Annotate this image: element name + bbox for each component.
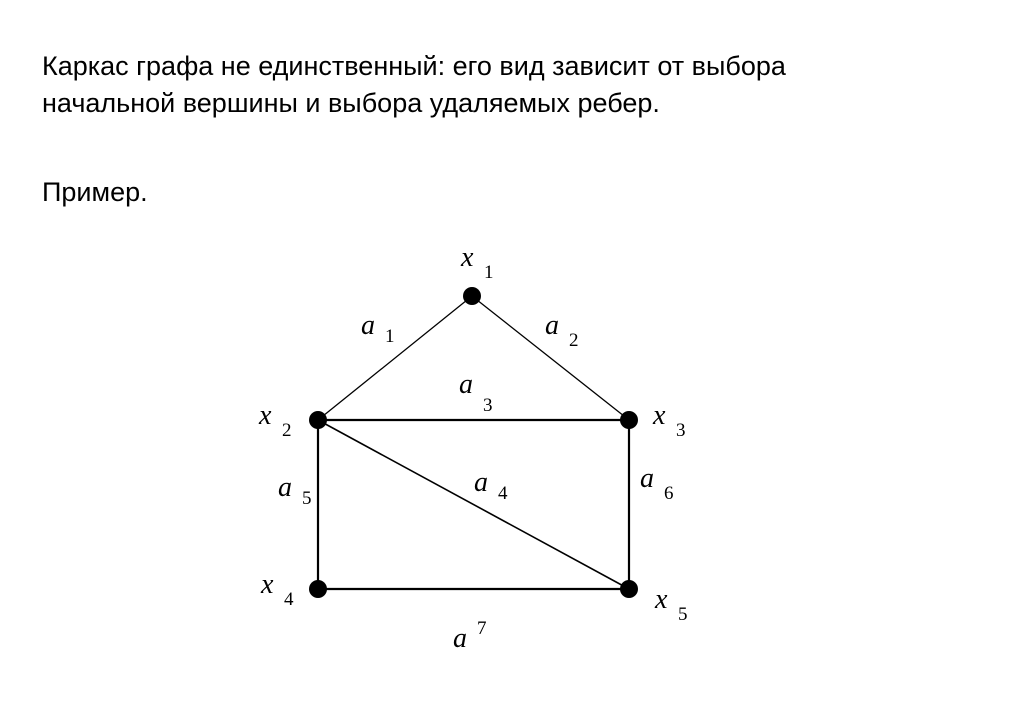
vertex-label-x3: x xyxy=(653,400,666,431)
vertex-label-index-x1: 1 xyxy=(484,262,494,283)
edge-label-a5: a xyxy=(278,472,292,503)
vertex-x4 xyxy=(309,580,327,598)
text-line-2: начальной вершины и выбора удаляемых ребер. xyxy=(42,88,660,118)
vertex-label-index-x2: 2 xyxy=(282,420,292,441)
edge-label-a3: a xyxy=(459,369,473,400)
vertex-x1 xyxy=(463,287,481,305)
vertex-x2 xyxy=(309,411,327,429)
vertex-label-x5: x xyxy=(655,584,668,615)
vertex-label-index-x4: 4 xyxy=(284,589,294,610)
vertex-x3 xyxy=(620,411,638,429)
edge-label-index-a4: 4 xyxy=(498,483,508,504)
vertex-label-x4: x xyxy=(261,569,274,600)
edge-label-a7: a xyxy=(453,623,467,654)
vertex-label-x1: x xyxy=(461,242,474,273)
vertex-label-x2: x xyxy=(259,400,272,431)
edge-label-index-a1: 1 xyxy=(385,326,395,347)
edge-label-index-a6: 6 xyxy=(664,483,674,504)
edge-label-a2: a xyxy=(545,310,559,341)
edge-a1 xyxy=(318,296,472,420)
edge-a4 xyxy=(318,420,629,589)
edge-label-a1: a xyxy=(361,310,375,341)
edge-label-index-a2: 2 xyxy=(569,330,579,351)
edge-label-index-a5: 5 xyxy=(302,488,312,509)
vertex-x5 xyxy=(620,580,638,598)
vertex-label-index-x3: 3 xyxy=(676,420,686,441)
text-line-1: Каркас графа не единственный: его вид зависит от выбора xyxy=(42,51,786,81)
edge-label-index-a3: 3 xyxy=(483,395,493,416)
edge-label-a6: a xyxy=(640,463,654,494)
edge-label-index-a7: 7 xyxy=(477,618,487,639)
example-heading: Пример. xyxy=(42,177,148,207)
edge-label-a4: a xyxy=(474,467,488,498)
vertex-label-index-x5: 5 xyxy=(678,604,688,625)
